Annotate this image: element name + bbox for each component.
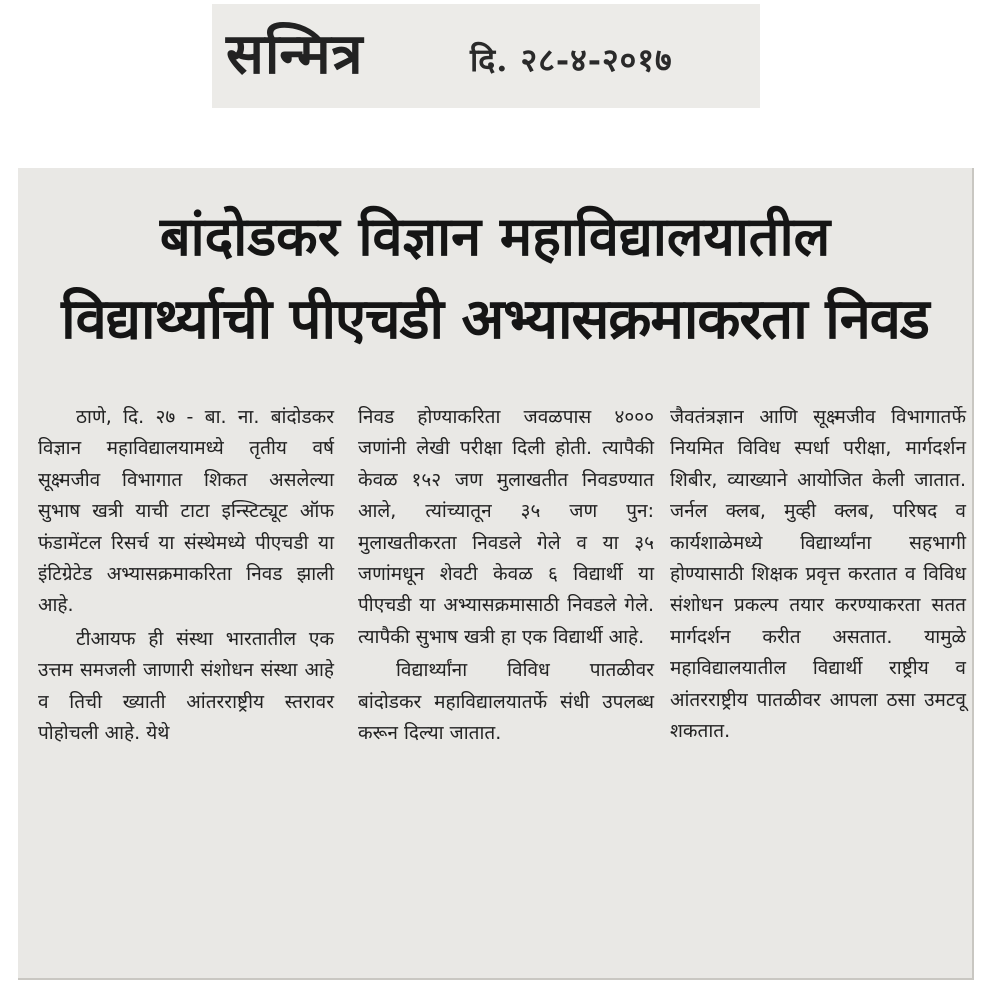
newspaper-masthead: [212, 4, 760, 108]
column-3-paragraph-1: जैवतंत्रज्ञान आणि सूक्ष्मजीव विभागातर्फे नियमित विविध स्पर्धा परीक्षा, मार्गदर्शन शिबीर, व्याख्याने आयोजित केली जातात. जर्नल क्लब, मुव्ही क्लब, परिषद व कार्यशाळेमध्ये विद्यार्थ्यांना सहभागी होण्यासाठी शिक्षक प्रवृत्त करतात व विविध संशोधन प्रकल्प तयार करण्याकरता सतत मार्गदर्शन करीत असतात. यामुळे महाविद्यालयातील विद्यार्थी राष्ट्रीय व आंतरराष्ट्रीय पातळीवर आपला ठसा उमटवू शकतात.: [670, 406, 966, 743]
column-1-paragraph-2: टीआयफ ही संस्था भारतातील एक उत्तम समजली जाणारी संशोधन संस्था आहे व तिची ख्याती आंतरराष्ट्रीय स्तरावर पोहोचली आहे. येथे: [38, 627, 334, 745]
article-column-2: [358, 402, 654, 749]
column-1-paragraph-1: ठाणे, दि. २७ - बा. ना. बांदोडकर विज्ञान महाविद्यालयामध्ये तृतीय वर्ष सूक्ष्मजीव विभागात शिकत असलेल्या सुभाष खत्री याची टाटा इन्स्टिट्यूट ऑफ फंडामेंटल रिसर्च या संस्थेमध्ये पीएचडी या इंटिग्रेटेड अभ्यासक्रमाकरिता निवड झाली आहे.: [38, 406, 334, 617]
newspaper-name: सन्मित्र: [226, 21, 364, 87]
article-column-3: [670, 402, 966, 747]
article-clipping: [18, 168, 974, 980]
column-2-paragraph-2: विद्यार्थ्यांना विविध पातळीवर बांदोडकर महाविद्यालयातर्फे संधी उपलब्ध करून दिल्या जातात.: [358, 659, 654, 745]
column-2-paragraph-1: निवड होण्याकरिता जवळपास ४००० जणांनी लेखी परीक्षा दिली होती. त्यापैकी केवळ १५२ जण मुलाखतीत निवडण्यात आले, त्यांच्यातून ३५ जण पुन: मुलाखतीकरता निवडले गेले व या ३५ जणांमधून शेवटी केवळ ६ विद्यार्थी या पीएचडी या अभ्यासक्रमासाठी निवडले गेले. त्यापैकी सुभाष खत्री हा एक विद्यार्थी आहे.: [358, 406, 654, 648]
article-column-1: [38, 402, 334, 749]
headline-line-1: बांदोडकर विज्ञान महाविद्यालयातील: [159, 205, 831, 268]
headline-line-2: विद्यार्थ्याची पीएचडी अभ्यासक्रमाकरता निवड: [61, 287, 929, 352]
publication-date: दि. २८-४-२०१७: [470, 41, 673, 79]
